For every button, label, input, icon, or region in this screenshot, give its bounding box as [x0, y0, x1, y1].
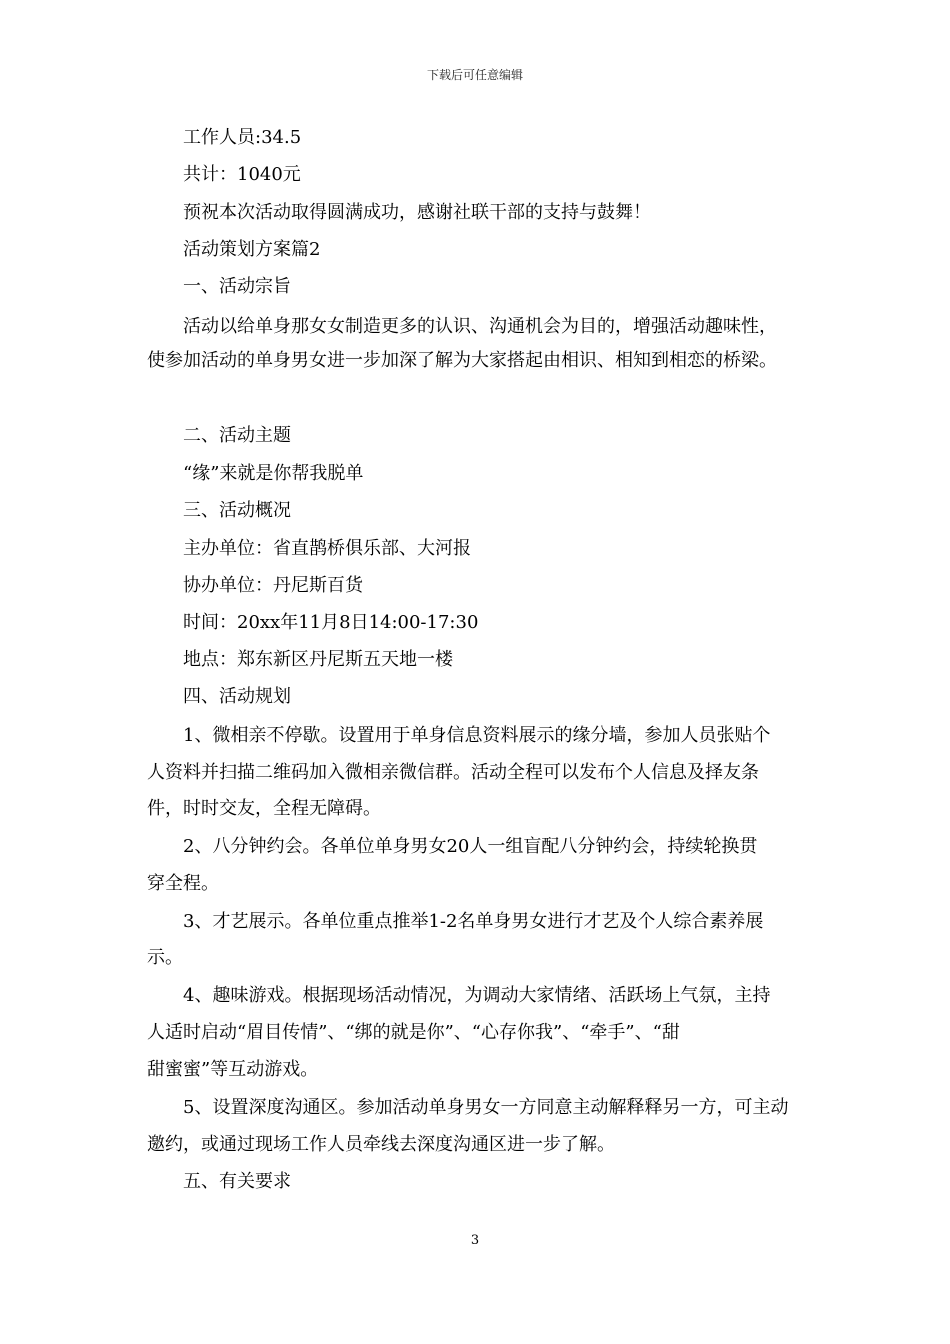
time-line: 时间：20xx年11月8日14:00-17:30: [183, 612, 479, 633]
section-heading-requirements: 五、有关要求: [183, 1171, 291, 1192]
purpose-paragraph-line: 活动以给单身那女女制造更多的认识、沟通机会为目的，增强活动趣味性，: [183, 316, 777, 337]
co-organizer-line: 协办单位：丹尼斯百货: [183, 575, 363, 596]
total-cost-line: 共计：1040元: [183, 164, 301, 185]
planning-item-line: 人适时启动“眉目传情”、“绑的就是你”、“心存你我”、“牵手”、“甜: [147, 1022, 680, 1043]
planning-item-line: 5、设置深度沟通区。参加活动单身男女一方同意主动解释释另一方，可主动: [183, 1097, 789, 1118]
planning-item-line: 1、微相亲不停歇。设置用于单身信息资料展示的缘分墙，参加人员张贴个: [183, 725, 771, 746]
header-note: 下载后可任意编辑: [426, 68, 523, 82]
section-heading-theme: 二、活动主题: [183, 425, 291, 446]
plan-title: 活动策划方案篇2: [183, 239, 321, 260]
planning-item-line: 2、八分钟约会。各单位单身男女20人一组盲配八分钟约会，持续轮换贯: [183, 836, 758, 857]
section-heading-planning: 四、活动规划: [183, 686, 291, 707]
planning-item-line: 甜蜜蜜”等互动游戏。: [147, 1059, 319, 1080]
closing-wish: 预祝本次活动取得圆满成功，感谢社联干部的支持与鼓舞！: [183, 202, 651, 223]
planning-item-line: 示。: [147, 947, 183, 968]
section-heading-purpose: 一、活动宗旨: [183, 276, 291, 297]
planning-item-line: 穿全程。: [147, 873, 219, 894]
planning-item-line: 4、趣味游戏。根据现场活动情况，为调动大家情绪、活跃场上气氛，主持: [183, 985, 771, 1006]
organizer-line: 主办单位：省直鹊桥俱乐部、大河报: [183, 538, 471, 559]
theme-text: “缘”来就是你帮我脱单: [183, 463, 364, 484]
planning-item-line: 3、才艺展示。各单位重点推举1-2名单身男女进行才艺及个人综合素养展: [183, 911, 764, 932]
place-line: 地点：郑东新区丹尼斯五天地一楼: [183, 649, 453, 670]
planning-item-line: 件，时时交友，全程无障碍。: [147, 798, 381, 819]
planning-item-line: 邀约，或通过现场工作人员牵线去深度沟通区进一步了解。: [147, 1134, 615, 1155]
page-number: 3: [470, 1233, 480, 1248]
purpose-paragraph-line: 使参加活动的单身男女进一步加深了解为大家搭起由相识、相知到相恋的桥梁。: [147, 350, 777, 371]
section-heading-overview: 三、活动概况: [183, 500, 291, 521]
staff-cost-line: 工作人员:34.5: [183, 127, 302, 148]
planning-item-line: 人资料并扫描二维码加入微相亲微信群。活动全程可以发布个人信息及择友条: [147, 762, 759, 783]
